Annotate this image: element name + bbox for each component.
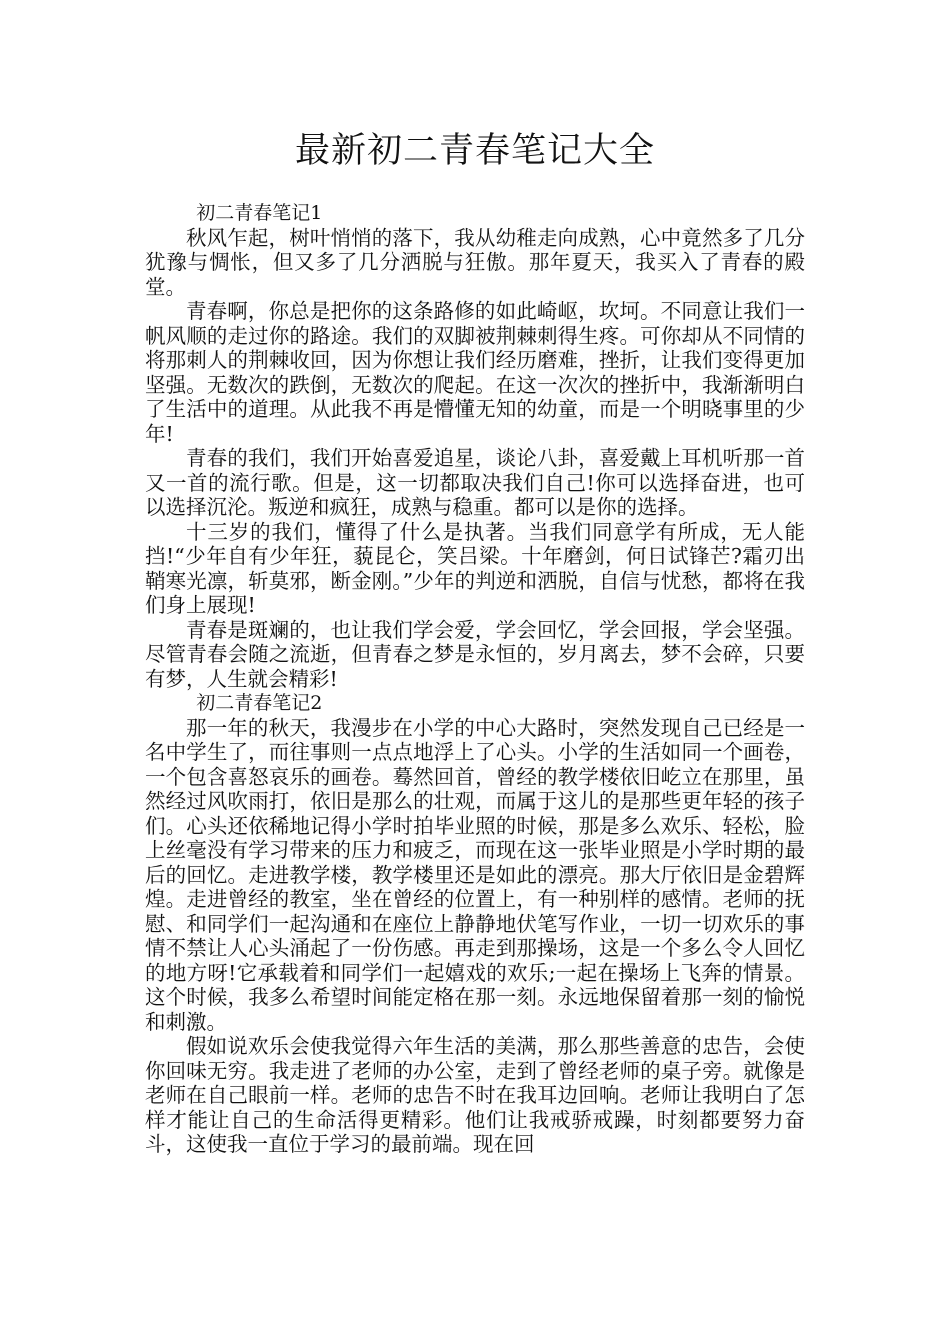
document-title: 最新初二青春笔记大全: [294, 131, 655, 171]
paragraph: 青春啊，你总是把你的这条路修的如此崎岖，坎坷。不同意让我们一帆风顺的走过你的路途。我们的双脚被荆棘刺得生疼。可你却从不同情的将那刺人的荆棘收回，因为你想让我们经历磨难，挫折，让我们变得更加坚强。无数次的跌倒，无数次的爬起。在这一次次的挫折中，我渐渐明白了生活中的道理。从此我不再是懵懂无知的幼童，而是一个明晓事里的少年!: [145, 299, 805, 446]
paragraph: 假如说欢乐会使我觉得六年生活的美满，那么那些善意的忠告，会使你回味无穷。我走进了老师的办公室，走到了曾经老师的桌子旁。就像是老师在自己眼前一样。老师的忠告不时在我耳边回响。老师让我明白了怎样才能让自己的生命活得更精彩。他们让我戒骄戒躁，时刻都要努力奋斗，这使我一直位于学习的最前端。现在回: [145, 1034, 805, 1156]
paragraph: 那一年的秋天，我漫步在小学的中心大路时，突然发现自己已经是一名中学生了，而往事则一点点地浮上了心头。小学的生活如同一个画卷，一个包含喜怒哀乐的画卷。蓦然回首，曾经的教学楼依旧屹立在那里，虽然经过风吹雨打，依旧是那么的壮观，而属于这儿的是那些更年轻的孩子们。心头还依稀地记得小学时拍毕业照的时候，那是多么欢乐、轻松，脸上丝毫没有学习带来的压力和疲乏，而现在这一张毕业照是小学时期的最后的回忆。走进教学楼，教学楼里还是如此的漂亮。那大厅依旧是金碧辉煌。走进曾经的教室，坐在曾经的位置上，有一种别样的感情。老师的抚慰、和同学们一起沟通和在座位上静静地伏笔写作业，一切一切欢乐的事情不禁让人心头涌起了一份伤感。再走到那操场，这是一个多么令人回忆的地方呀!它承载着和同学们一起嬉戏的欢乐;一起在操场上飞奔的情景。这个时候，我多么希望时间能定格在那一刻。永远地保留着那一刻的愉悦和刺激。: [145, 715, 805, 1034]
document-body: [145, 201, 805, 1157]
section-heading-1: 初二青春笔记1: [196, 202, 323, 224]
paragraph: 十三岁的我们，懂得了什么是执著。当我们同意学有所成，无人能挡!“少年自有少年狂，藐昆仑，笑吕梁。十年磨剑，何日试锋芒?霜刃出鞘寒光凛，斩莫邪，断金刚。”少年的判逆和洒脱，自信与忧愁，都将在我们身上展现!: [145, 519, 805, 617]
section-heading-2: 初二青春笔记2: [196, 692, 323, 714]
paragraph: 青春的我们，我们开始喜爱追星，谈论八卦，喜爱戴上耳机听那一首又一首的流行歌。但是，这一切都取决我们自己!你可以选择奋进，也可以选择沉沦。叛逆和疯狂，成熟与稳重。都可以是你的选择。: [145, 446, 805, 519]
paragraph: 青春是斑斓的，也让我们学会爱，学会回忆，学会回报，学会坚强。尽管青春会随之流逝，但青春之梦是永恒的，岁月离去，梦不会碎，只要有梦，人生就会精彩!: [145, 617, 805, 691]
paragraph: 秋风乍起，树叶悄悄的落下，我从幼稚走向成熟，心中竟然多了几分犹豫与惆怅，但又多了几分洒脱与狂傲。那年夏天，我买入了青春的殿堂。: [145, 225, 805, 299]
